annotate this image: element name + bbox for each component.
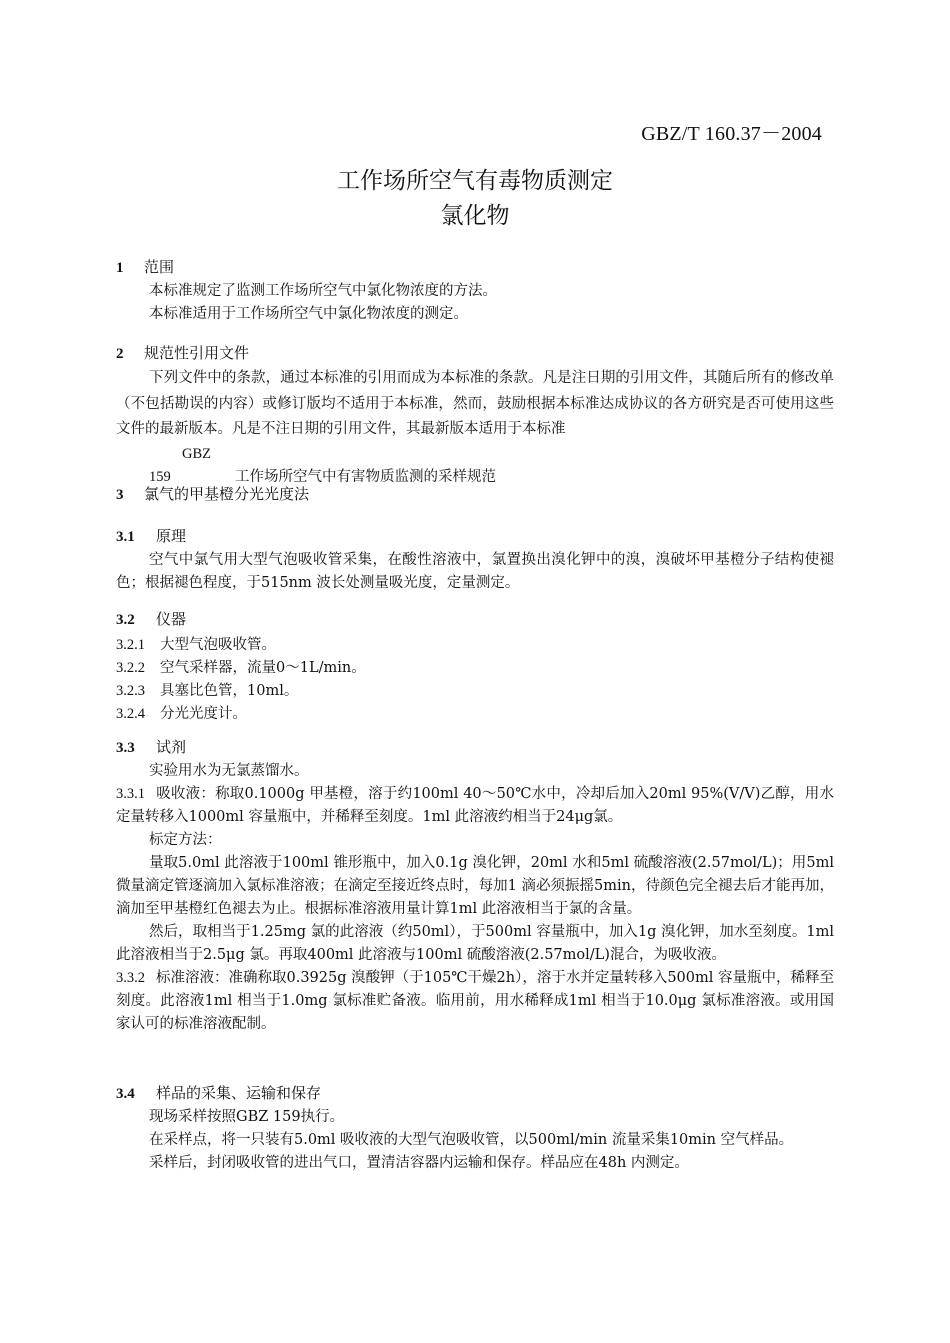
subsection-number: 3.1	[116, 529, 135, 545]
section-title: 范围	[144, 258, 175, 276]
paragraph-label: 标定方法：	[149, 832, 222, 848]
section-title: 氯气的甲基橙分光光度法	[144, 485, 310, 503]
subsection-heading	[116, 525, 834, 549]
subsection-reagents	[116, 736, 834, 1036]
subsection-sampling	[116, 1082, 834, 1175]
document-subtitle: 氯化物	[440, 203, 510, 229]
subsection-number: 3.2	[116, 612, 135, 628]
section-number: 2	[116, 346, 124, 362]
paragraph: 采样后，封闭吸收管的进出气口，置清洁容器内运输和保存。样品应在48h 内测定。	[149, 1155, 689, 1171]
section-heading	[116, 342, 834, 366]
item-text: 具塞比色管，10ml。	[160, 683, 299, 699]
item-text: 空气采样器，流量0～1L/min。	[160, 660, 366, 676]
item-text: 标准溶液：准确称取0.3925g 溴酸钾（于105℃干燥2h），溶于水并定量转移入500ml 容量瓶中，稀释至刻度。此溶液1ml 相当于1.0mg 氯标准贮备液。临用前，用水稀释成1ml 相当于10.0μg 氯标准溶液。或用国家认可的标准溶液配制。	[116, 970, 835, 1032]
paragraph: 现场采样按照GBZ 159执行。	[149, 1109, 345, 1125]
section-method	[116, 483, 834, 507]
item-number: 3.2.4	[116, 706, 145, 722]
subsection-title: 试剂	[156, 738, 187, 756]
paragraph: 实验用水为无氯蒸馏水。	[149, 763, 309, 779]
section-heading	[116, 483, 834, 507]
section-title: 规范性引用文件	[144, 344, 250, 362]
subsection-principle	[116, 525, 834, 595]
list-item	[116, 634, 834, 657]
item-number: 3.2.3	[116, 683, 145, 699]
paragraph: 量取5.0ml 此溶液于100ml 锥形瓶中，加入0.1g 溴化钾，20ml 水和5ml 硫酸溶液(2.57mol/L)；用5ml 微量滴定管逐滴加入氯标准溶液；在滴定至接近终点时，每加1 滴必须振摇5min，待颜色完全褪去后才能再加，滴加至甲基橙红色褪去为止。根据标准溶液用量计算1ml 此溶液相当于氯的含量。	[116, 855, 834, 917]
subsection-number: 3.4	[116, 1086, 135, 1102]
reference-title: 工作场所空气中有害物质监测的采样规范	[235, 468, 496, 485]
section-heading	[116, 256, 834, 280]
paragraph: 然后，取相当于1.25mg 氯的此溶液（约50ml），于500ml 容量瓶中，加入1g 溴化钾，加水至刻度。1ml 此溶液相当于2.5μg 氯。再取400ml 此溶液与100ml 硫酸溶液(2.57mol/L)混合，为吸收液。	[116, 924, 834, 963]
subsection-heading	[116, 736, 834, 760]
item-number: 3.3.1	[116, 786, 145, 802]
item-number: 3.2.2	[116, 660, 145, 676]
paragraph: 本标准规定了监测工作场所空气中氯化物浓度的方法。	[149, 283, 497, 299]
paragraph: 下列文件中的条款，通过本标准的引用而成为本标准的条款。凡是注日期的引用文件，其随后所有的修改单（不包括勘误的内容）或修订版均不适用于本标准，然而，鼓励根据本标准达成协议的各方研究是否可使用这些文件的最新版本。凡是不注日期的引用文件，其最新版本适用于本标准	[116, 370, 834, 437]
document-title: 工作场所空气有毒物质测定	[337, 168, 613, 194]
subsection-title: 仪器	[156, 610, 187, 628]
item-text: 分光光度计。	[160, 706, 247, 722]
reference-item	[116, 443, 834, 489]
paragraph: 在采样点，将一只装有5.0ml 吸收液的大型气泡吸收管，以500ml/min 流量采集10min 空气样品。	[149, 1132, 794, 1148]
section-number: 3	[116, 487, 124, 503]
section-normative-references	[116, 342, 834, 489]
subsection-heading	[116, 608, 834, 632]
list-item	[116, 703, 834, 726]
item-text: 大型气泡吸收管。	[160, 637, 276, 653]
subsection-title: 原理	[156, 527, 187, 545]
paragraph: 空气中氯气用大型气泡吸收管采集，在酸性溶液中，氯置换出溴化钾中的溴，溴破坏甲基橙分子结构使褪色；根据褪色程度，于515nm 波长处测量吸光度，定量测定。	[116, 552, 834, 591]
reagent-item	[116, 783, 834, 829]
paragraph: 本标准适用于工作场所空气中氯化物浓度的测定。	[149, 306, 468, 322]
subsection-heading	[116, 1082, 834, 1106]
reagent-item	[116, 967, 834, 1036]
section-scope	[116, 256, 834, 326]
item-number: 3.2.1	[116, 637, 145, 653]
list-item	[116, 657, 834, 680]
subsection-title: 样品的采集、运输和保存	[156, 1084, 322, 1102]
item-text: 吸收液：称取0.1000g 甲基橙，溶于约100ml 40～50℃水中，冷却后加入20ml 95%(V/V)乙醇，用水定量转移入1000ml 容量瓶中，并稀释至刻度。1ml 此溶液约相当于24μg氯。	[116, 786, 834, 825]
subsection-number: 3.3	[116, 740, 135, 756]
reference-code: GBZ 159	[149, 445, 211, 485]
section-number: 1	[116, 260, 124, 276]
standard-code: GBZ/T 160.37－2004	[641, 123, 822, 145]
list-item	[116, 680, 834, 703]
item-number: 3.3.2	[116, 970, 145, 986]
subsection-apparatus	[116, 608, 834, 726]
